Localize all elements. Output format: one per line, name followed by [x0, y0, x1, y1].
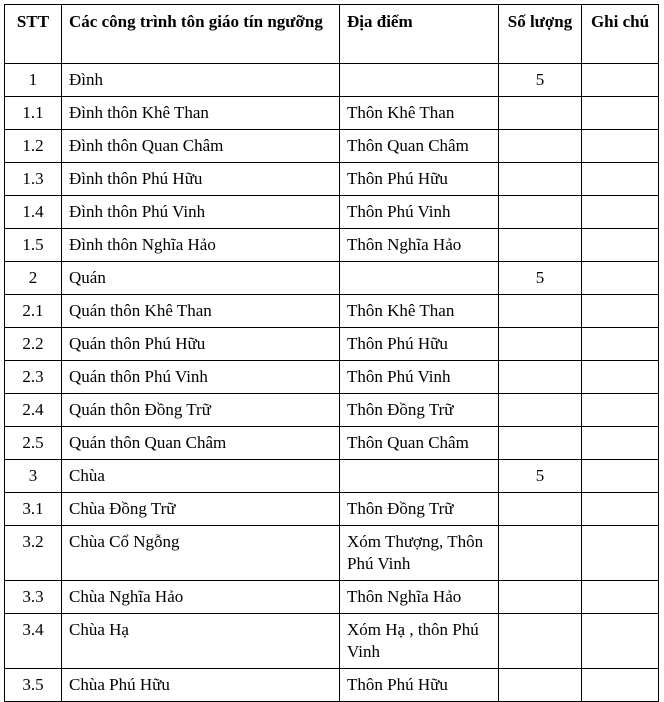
table-row — [5, 295, 659, 328]
header-location: Địa điểm — [340, 5, 499, 64]
cell-note — [582, 97, 659, 130]
table-row — [5, 130, 659, 163]
cell-location: Thôn Đồng Trữ — [340, 493, 499, 526]
header-row — [5, 5, 659, 64]
cell-note — [582, 163, 659, 196]
cell-name: Đình thôn Khê Than — [62, 97, 340, 130]
table-row — [5, 669, 659, 702]
cell-stt: 2.2 — [5, 328, 62, 361]
cell-note — [582, 361, 659, 394]
cell-note — [582, 427, 659, 460]
cell-stt: 2.4 — [5, 394, 62, 427]
cell-note — [582, 229, 659, 262]
table-row — [5, 460, 659, 493]
cell-location: Thôn Nghĩa Hảo — [340, 229, 499, 262]
cell-name: Chùa Đồng Trữ — [62, 493, 340, 526]
cell-name: Chùa Nghĩa Hảo — [62, 581, 340, 614]
cell-location — [340, 64, 499, 97]
cell-name: Đình thôn Quan Châm — [62, 130, 340, 163]
religious-works-table — [4, 4, 659, 702]
cell-quantity — [499, 229, 582, 262]
cell-location: Thôn Nghĩa Hảo — [340, 581, 499, 614]
table-body — [5, 64, 659, 702]
cell-stt: 1.2 — [5, 130, 62, 163]
cell-note — [582, 262, 659, 295]
cell-location: Thôn Phú Vinh — [340, 196, 499, 229]
cell-stt: 3.1 — [5, 493, 62, 526]
header-quantity: Số lượng — [499, 5, 582, 64]
table-row — [5, 163, 659, 196]
cell-note — [582, 460, 659, 493]
cell-location: Thôn Phú Hữu — [340, 328, 499, 361]
cell-stt: 3 — [5, 460, 62, 493]
cell-location: Thôn Quan Châm — [340, 130, 499, 163]
cell-name: Quán thôn Khê Than — [62, 295, 340, 328]
cell-stt: 1 — [5, 64, 62, 97]
cell-name: Quán thôn Đồng Trữ — [62, 394, 340, 427]
table-row — [5, 97, 659, 130]
cell-note — [582, 328, 659, 361]
cell-name: Đình thôn Phú Vinh — [62, 196, 340, 229]
cell-quantity — [499, 669, 582, 702]
cell-location: Thôn Khê Than — [340, 295, 499, 328]
cell-note — [582, 669, 659, 702]
cell-stt: 1.4 — [5, 196, 62, 229]
cell-location: Thôn Khê Than — [340, 97, 499, 130]
table-row — [5, 64, 659, 97]
cell-location: Thôn Phú Hữu — [340, 163, 499, 196]
cell-note — [582, 295, 659, 328]
cell-quantity — [499, 427, 582, 460]
cell-stt: 2.3 — [5, 361, 62, 394]
cell-note — [582, 526, 659, 581]
table-row — [5, 526, 659, 581]
table-row — [5, 394, 659, 427]
table-row — [5, 361, 659, 394]
cell-stt: 2 — [5, 262, 62, 295]
table-row — [5, 581, 659, 614]
cell-quantity: 5 — [499, 262, 582, 295]
cell-name: Đình — [62, 64, 340, 97]
cell-quantity: 5 — [499, 460, 582, 493]
table-row — [5, 196, 659, 229]
cell-stt: 3.5 — [5, 669, 62, 702]
cell-location: Thôn Phú Hữu — [340, 669, 499, 702]
cell-name: Chùa — [62, 460, 340, 493]
cell-quantity — [499, 394, 582, 427]
cell-location: Xóm Hạ , thôn Phú Vinh — [340, 614, 499, 669]
cell-quantity — [499, 493, 582, 526]
cell-quantity — [499, 361, 582, 394]
cell-note — [582, 130, 659, 163]
cell-name: Đình thôn Nghĩa Hảo — [62, 229, 340, 262]
cell-quantity — [499, 130, 582, 163]
cell-location — [340, 262, 499, 295]
cell-name: Quán thôn Quan Châm — [62, 427, 340, 460]
header-name: Các công trình tôn giáo tín ngưỡng — [62, 5, 340, 64]
table-row — [5, 328, 659, 361]
header-stt: STT — [5, 5, 62, 64]
cell-quantity — [499, 295, 582, 328]
header-note: Ghi chú — [582, 5, 659, 64]
table-row — [5, 493, 659, 526]
cell-quantity — [499, 581, 582, 614]
cell-stt: 2.5 — [5, 427, 62, 460]
table-row — [5, 427, 659, 460]
cell-quantity — [499, 328, 582, 361]
cell-location: Xóm Thượng, Thôn Phú Vinh — [340, 526, 499, 581]
cell-name: Chùa Hạ — [62, 614, 340, 669]
table-row — [5, 229, 659, 262]
cell-stt: 1.3 — [5, 163, 62, 196]
cell-quantity — [499, 196, 582, 229]
table-header — [5, 5, 659, 64]
cell-location: Thôn Quan Châm — [340, 427, 499, 460]
cell-note — [582, 196, 659, 229]
cell-name: Chùa Phú Hữu — [62, 669, 340, 702]
cell-note — [582, 581, 659, 614]
cell-stt: 1.1 — [5, 97, 62, 130]
cell-quantity: 5 — [499, 64, 582, 97]
cell-stt: 3.3 — [5, 581, 62, 614]
cell-stt: 3.2 — [5, 526, 62, 581]
cell-note — [582, 614, 659, 669]
cell-location: Thôn Phú Vinh — [340, 361, 499, 394]
cell-quantity — [499, 163, 582, 196]
cell-quantity — [499, 97, 582, 130]
cell-note — [582, 394, 659, 427]
cell-location: Thôn Đồng Trữ — [340, 394, 499, 427]
cell-name: Quán thôn Phú Vinh — [62, 361, 340, 394]
cell-stt: 3.4 — [5, 614, 62, 669]
cell-name: Chùa Cổ Ngỗng — [62, 526, 340, 581]
table-row — [5, 262, 659, 295]
cell-name: Quán thôn Phú Hữu — [62, 328, 340, 361]
cell-note — [582, 493, 659, 526]
cell-stt: 1.5 — [5, 229, 62, 262]
table-row — [5, 614, 659, 669]
cell-quantity — [499, 526, 582, 581]
cell-name: Quán — [62, 262, 340, 295]
cell-stt: 2.1 — [5, 295, 62, 328]
cell-note — [582, 64, 659, 97]
cell-name: Đình thôn Phú Hữu — [62, 163, 340, 196]
cell-quantity — [499, 614, 582, 669]
cell-location — [340, 460, 499, 493]
